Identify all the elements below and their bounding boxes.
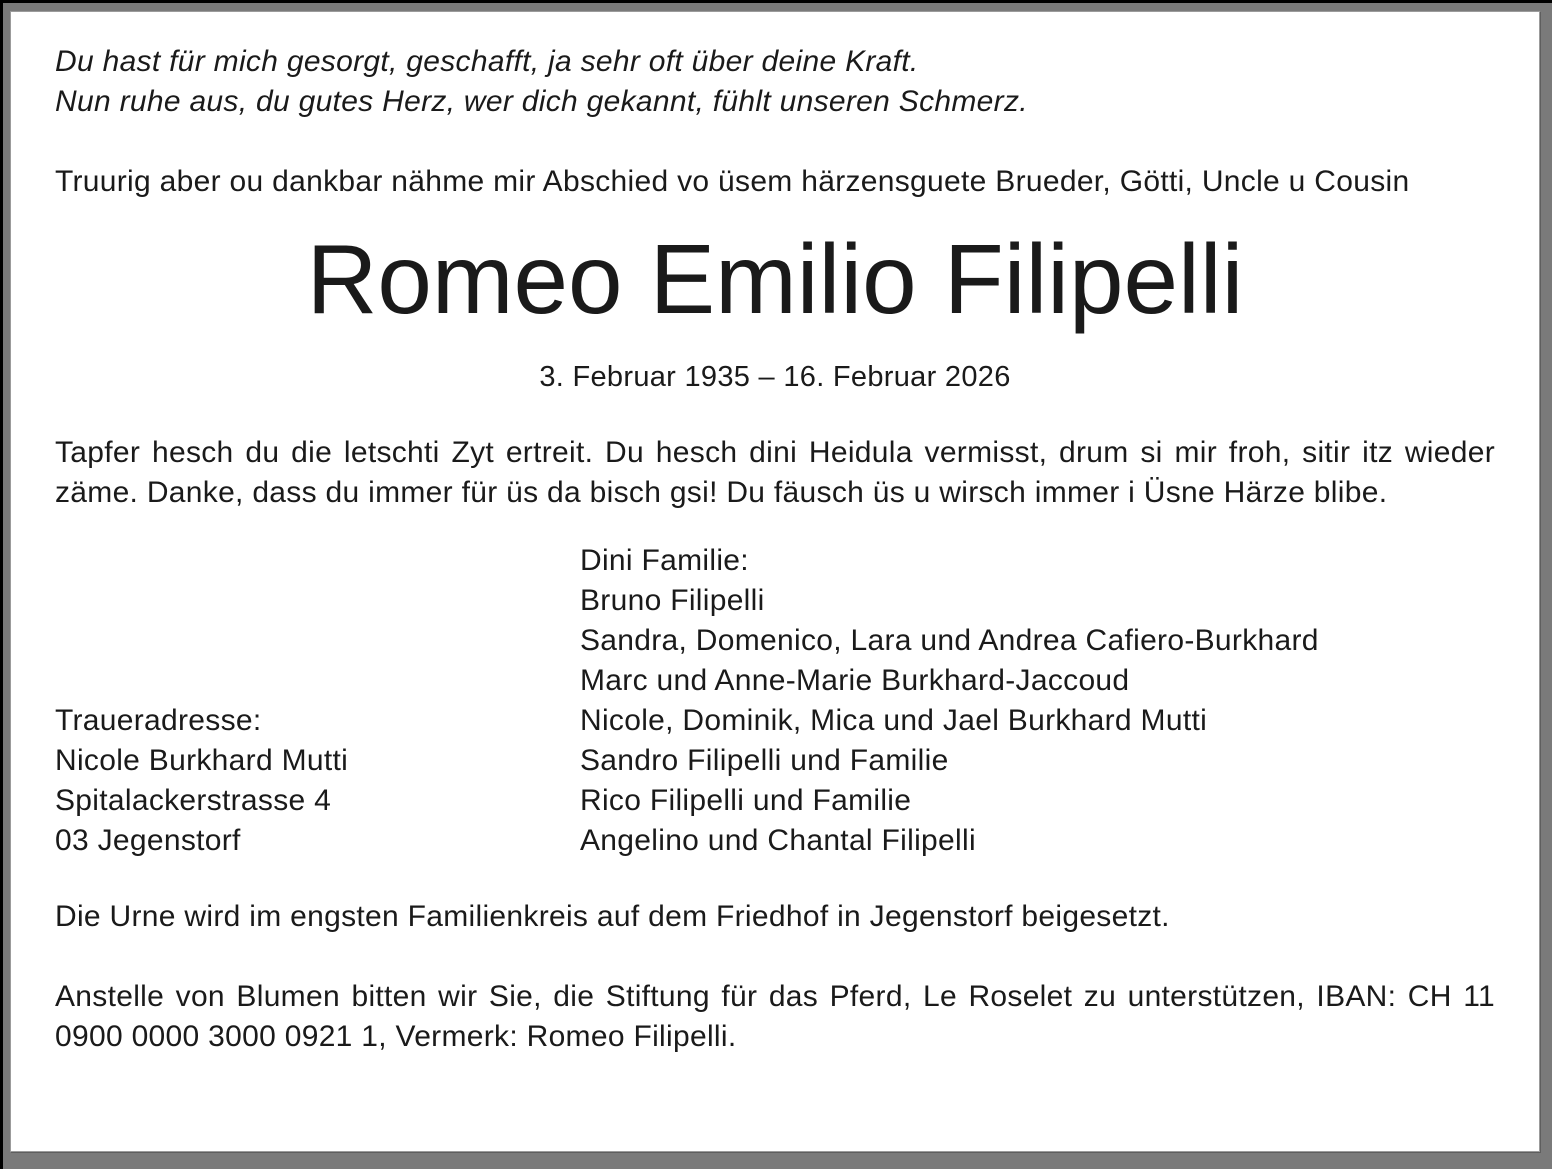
family-member: Angelino und Chantal Filipelli bbox=[580, 824, 976, 857]
family-member: Rico Filipelli und Familie bbox=[580, 784, 912, 817]
mourning-address bbox=[55, 701, 580, 861]
epigraph-line-1: Du hast für mich gesorgt, geschafft, ja sehr oft über deine Kraft. bbox=[55, 45, 919, 78]
tribute-text: Tapfer hesch du die letschti Zyt ertreit. Du hesch dini Heidula vermisst, drum si mir froh, sitir itz wieder zäme. Danke, dass du immer für üs da bisch gsi! Du fäusch üs u wirsch immer i Üsne Härze blibe. bbox=[55, 436, 1495, 509]
family-address-section bbox=[55, 541, 1495, 861]
family-member: Bruno Filipelli bbox=[580, 584, 765, 617]
burial-note: Die Urne wird im engsten Familienkreis auf dem Friedhof in Jegenstorf beigesetzt. bbox=[55, 900, 1170, 933]
mourning-address-heading: Traueradresse: bbox=[55, 704, 262, 737]
intro-text: Truurig aber ou dankbar nähme mir Abschied vo üsem härzensguete Brueder, Götti, Uncle u Cousin bbox=[55, 165, 1410, 198]
obituary-page bbox=[10, 11, 1540, 1152]
deceased-name: Romeo Emilio Filipelli bbox=[306, 224, 1244, 334]
family-member: Sandra, Domenico, Lara und Andrea Cafiero-Burkhard bbox=[580, 624, 1319, 657]
mourning-address-line: Nicole Burkhard Mutti bbox=[55, 744, 349, 777]
family-member: Marc und Anne-Marie Burkhard-Jaccoud bbox=[580, 664, 1130, 697]
window-edge-top bbox=[0, 0, 1552, 3]
family-member: Nicole, Dominik, Mica und Jael Burkhard Mutti bbox=[580, 704, 1208, 737]
family-list bbox=[580, 541, 1495, 861]
window-edge-left bbox=[0, 0, 3, 1169]
donation-note: Anstelle von Blumen bitten wir Sie, die Stiftung für das Pferd, Le Roselet zu unterstützen, IBAN: CH 11 0900 0000 3000 0921 1, Vermerk: Romeo Filipelli. bbox=[55, 980, 1495, 1053]
life-dates: 3. Februar 1935 – 16. Februar 2026 bbox=[539, 361, 1011, 393]
mourning-address-line: Spitalackerstrasse 4 bbox=[55, 784, 332, 817]
family-heading: Dini Familie: bbox=[580, 544, 749, 577]
mourning-address-line: 03 Jegenstorf bbox=[55, 824, 241, 857]
epigraph-line-2: Nun ruhe aus, du gutes Herz, wer dich gekannt, fühlt unseren Schmerz. bbox=[55, 85, 1028, 118]
epigraph bbox=[55, 42, 1495, 122]
family-member: Sandro Filipelli und Familie bbox=[580, 744, 949, 777]
